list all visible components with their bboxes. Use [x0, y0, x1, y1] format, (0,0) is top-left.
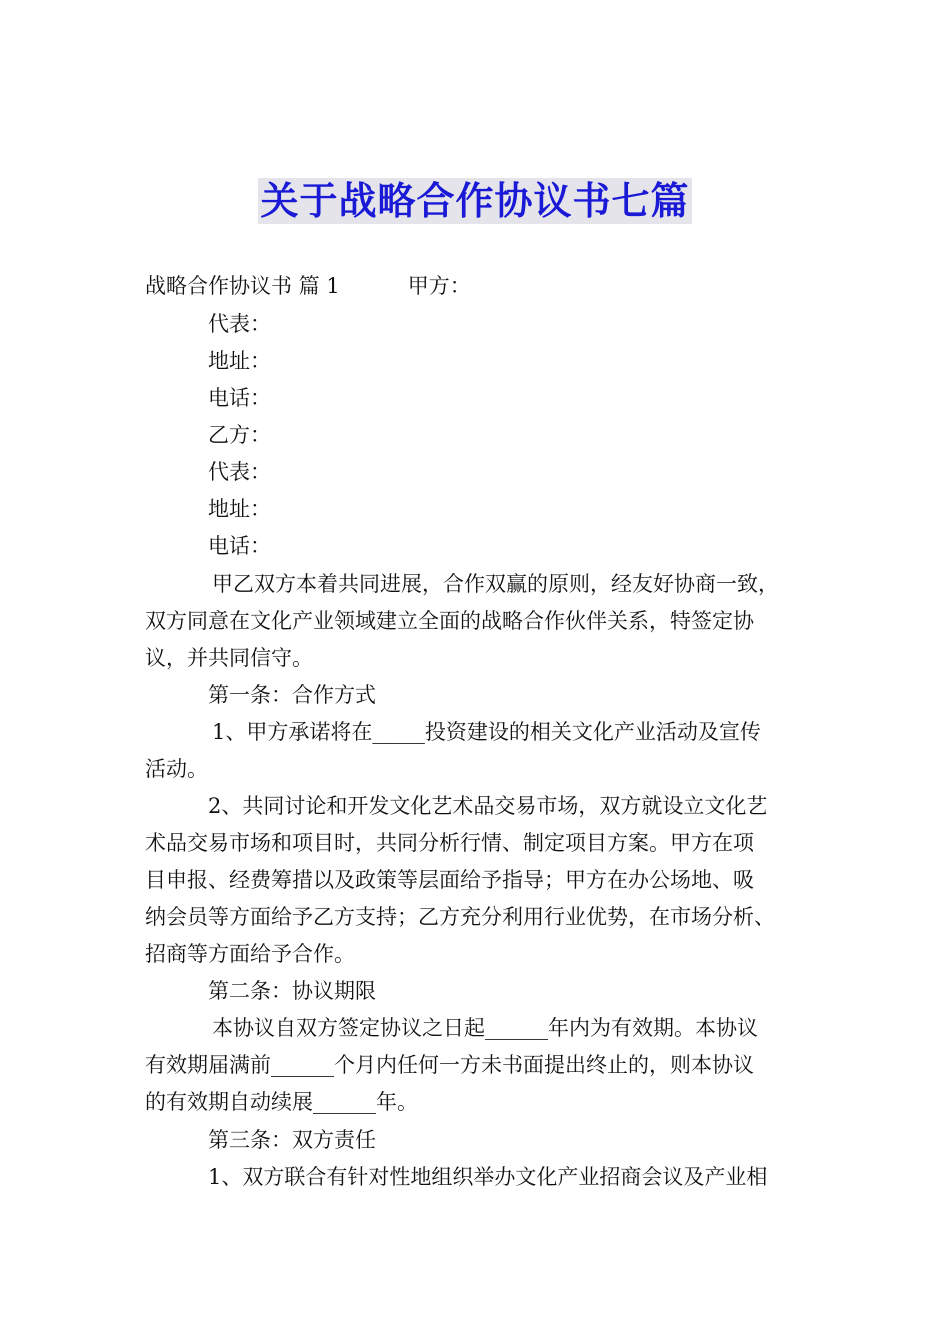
article-3-line: 1、双方联合有针对性地组织举办文化产业招商会议及产业相 — [208, 1165, 768, 1189]
item-2-line: 目申报、经费筹措以及政策等层面给予指导；甲方在办公场地、吸 — [145, 868, 754, 892]
article-2-line: 有效期届满前______个月内任何一方未书面提出终止的，则本协议 — [145, 1053, 754, 1077]
party-a-address: 地址： — [208, 349, 271, 373]
party-a-label: 甲方： — [407, 274, 471, 298]
heading-label: 战略合作协议书 篇 1 — [145, 274, 340, 298]
item-2-line: 纳会员等方面给予乙方支持；乙方充分利用行业优势，在市场分析、 — [145, 905, 775, 929]
party-a-representative: 代表： — [208, 312, 271, 336]
item-1-line: 1、甲方承诺将在_____投资建设的相关文化产业活动及宣传 — [212, 720, 761, 744]
item-2-line: 术品交易市场和项目时，共同分析行情、制定项目方案。甲方在项 — [145, 831, 754, 855]
document-title: 关于战略合作协议书七篇 — [260, 179, 690, 223]
article-2-line: 的有效期自动续展______年。 — [145, 1090, 418, 1114]
article-2-line: 本协议自双方签定协议之日起______年内为有效期。本协议 — [212, 1016, 758, 1040]
party-b-address: 地址： — [208, 497, 271, 521]
item-1-line: 活动。 — [145, 757, 208, 781]
party-a-phone: 电话： — [208, 386, 271, 410]
party-b-representative: 代表： — [208, 460, 271, 484]
party-b-phone: 电话： — [208, 534, 271, 558]
article-2-title: 第二条：协议期限 — [208, 979, 376, 1003]
article-1-title: 第一条：合作方式 — [208, 683, 376, 707]
intro-line: 甲乙双方本着共同进展，合作双赢的原则，经友好协商一致， — [212, 572, 779, 596]
intro-line: 议，并共同信守。 — [145, 646, 313, 670]
party-b-label: 乙方： — [208, 423, 271, 447]
heading-line — [145, 272, 825, 300]
intro-line: 双方同意在文化产业领域建立全面的战略合作伙伴关系，特签定协 — [145, 609, 754, 633]
item-2-line: 2、共同讨论和开发文化艺术品交易市场，双方就设立文化艺 — [208, 794, 768, 818]
article-3-title: 第三条：双方责任 — [208, 1128, 376, 1152]
item-2-line: 招商等方面给予合作。 — [145, 942, 355, 966]
document-title-wrap — [0, 178, 950, 224]
